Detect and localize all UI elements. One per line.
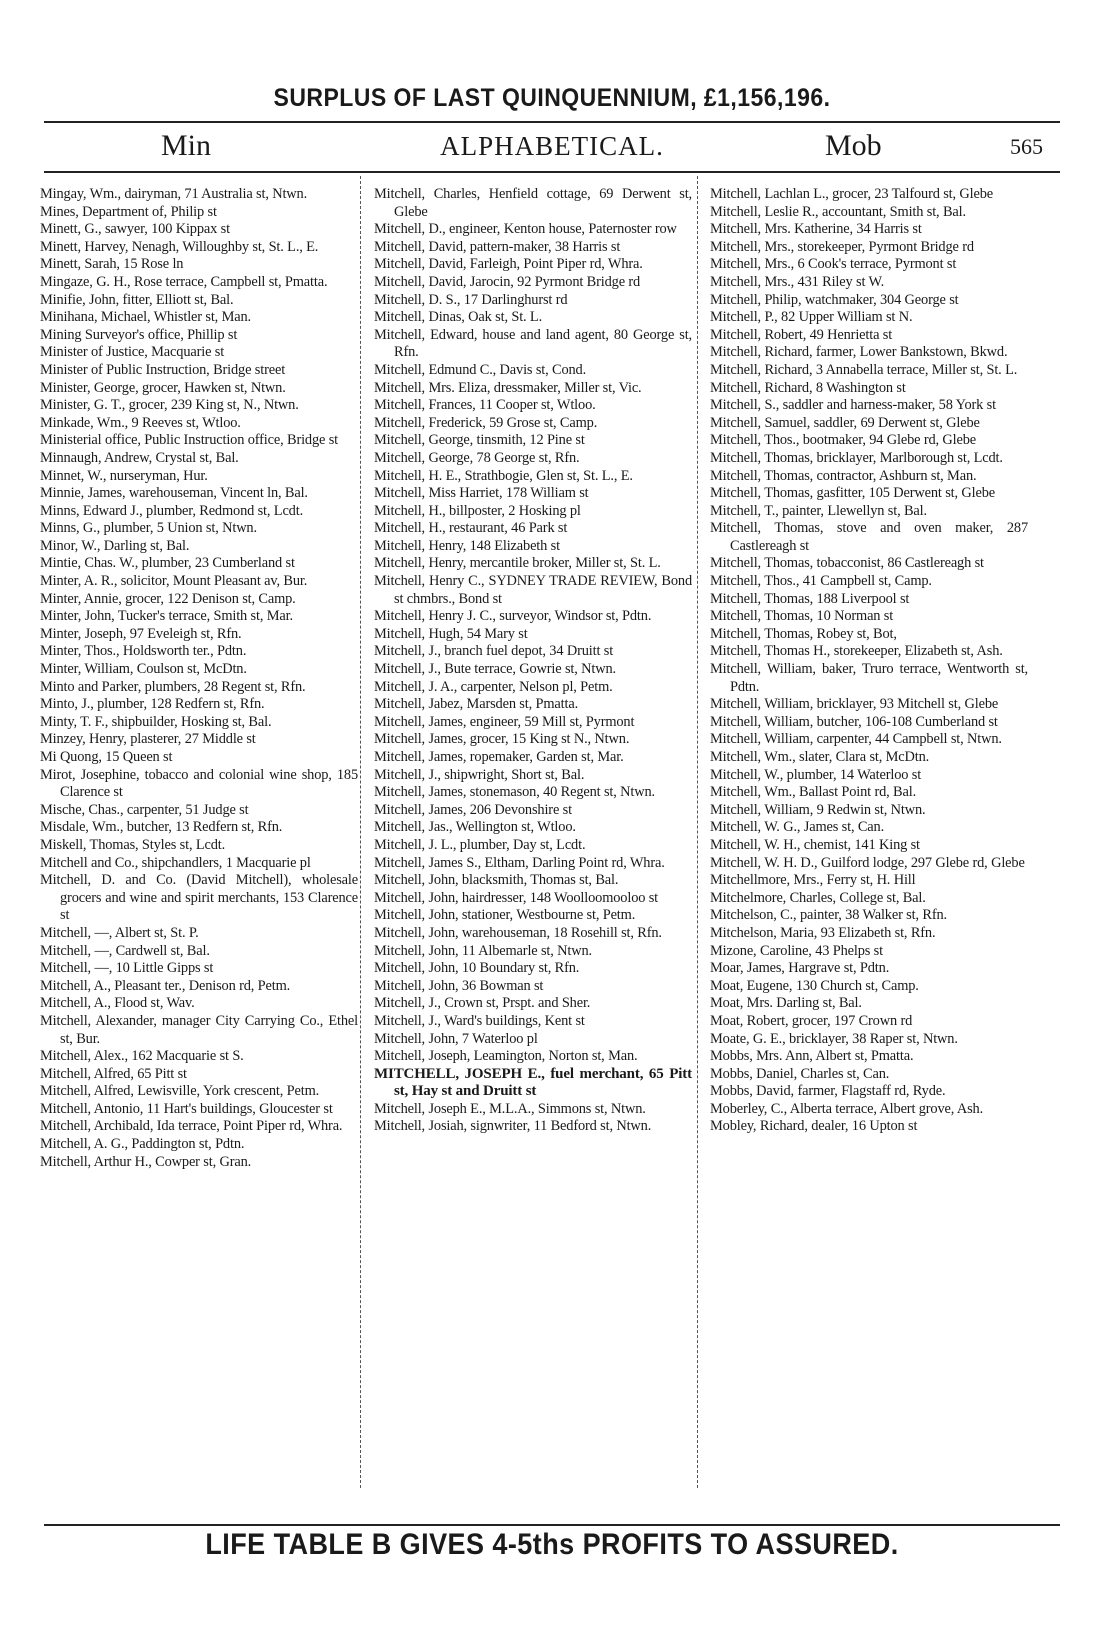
directory-entry: Mitchell, John, 36 Bowman st — [374, 977, 544, 994]
directory-entry: Mitchell, Philip, watchmaker, 304 George st — [710, 291, 959, 308]
directory-entry: Mitchell, J., Ward's buildings, Kent st — [374, 1012, 585, 1029]
directory-entry: Mitchell, D. and Co. (David Mitchell), wholesale grocers and wine and spirit merchants, 153 Clarence st — [40, 872, 358, 924]
directory-entry: Minnaugh, Andrew, Crystal st, Bal. — [40, 449, 239, 466]
directory-entry: Mitchell, Mrs. Katherine, 34 Harris st — [710, 221, 922, 238]
directory-entry: Ministerial office, Public Instruction office, Bridge st — [40, 432, 339, 449]
directory-entry: Mitchell, Frances, 11 Cooper st, Wtloo. — [374, 397, 596, 414]
directory-entry: Mitchell, James, engineer, 59 Mill st, Pyrmont — [374, 713, 635, 730]
directory-entry: Mitchell, Edmund C., Davis st, Cond. — [374, 361, 587, 378]
directory-entry: Mitchell, Frederick, 59 Grose st, Camp. — [374, 414, 598, 431]
directory-entry: Minto, J., plumber, 128 Redfern st, Rfn. — [40, 696, 265, 713]
directory-entry: Mitchell, David, Jarocin, 92 Pyrmont Bridge rd — [374, 273, 641, 290]
directory-entry: Mitchell, Alex., 162 Macquarie st S. — [40, 1048, 244, 1065]
directory-entry: Mitchell, George, tinsmith, 12 Pine st — [374, 432, 585, 449]
directory-entry: Mitchell, William, baker, Truro terrace, Wentworth st, Pdtn. — [710, 661, 1028, 695]
directory-entry: Mitchell, Mrs., 6 Cook's terrace, Pyrmont st — [710, 256, 957, 273]
directory-entry: Minor, W., Darling st, Bal. — [40, 537, 190, 554]
directory-entry: Mitchell, Arthur H., Cowper st, Gran. — [40, 1153, 252, 1170]
directory-entry: Mitchell, H., billposter, 2 Hosking pl — [374, 502, 581, 519]
directory-entry: Mitchell, Thomas, Robey st, Bot, — [710, 625, 897, 642]
directory-entry: Minnet, W., nurseryman, Hur. — [40, 467, 208, 484]
directory-entry: Moat, Robert, grocer, 197 Crown rd — [710, 1012, 913, 1029]
directory-entry: Minns, Edward J., plumber, Redmond st, Lcdt. — [40, 502, 304, 519]
directory-entry: Mitchell, Samuel, saddler, 69 Derwent st, Glebe — [710, 414, 980, 431]
directory-entry: Mitchell, Richard, 8 Washington st — [710, 379, 906, 396]
directory-entry: Mitchell, Thos., bootmaker, 94 Glebe rd, Glebe — [710, 432, 977, 449]
directory-entry: Mitchell, John, 7 Waterloo pl — [374, 1030, 538, 1047]
directory-entry: Mitchell, David, pattern-maker, 38 Harris st — [374, 238, 621, 255]
directory-entry: Mitchell, Thomas, 188 Liverpool st — [710, 590, 910, 607]
directory-entry: Mitchell, J. A., carpenter, Nelson pl, Petm. — [374, 678, 613, 695]
directory-entry: MITCHELL, JOSEPH E., fuel merchant, 65 Pitt st, Hay st and Druitt st — [374, 1065, 692, 1100]
bottom-advert-banner: LIFE TABLE B GIVES 4-5ths PROFITS TO ASSURED. — [205, 1528, 899, 1561]
directory-entry: Moate, G. E., bricklayer, 38 Raper st, Ntwn. — [710, 1030, 958, 1047]
header-bottom-rule — [44, 171, 1060, 173]
directory-column-1 — [40, 186, 358, 1171]
directory-entry: Mi Quong, 15 Queen st — [40, 749, 173, 765]
directory-entry: Mitchell, Antonio, 11 Hart's buildings, Gloucester st — [40, 1100, 333, 1117]
directory-entry: Mitchell, Henry C., SYDNEY TRADE REVIEW, Bond st chmbrs., Bond st — [374, 573, 692, 607]
directory-entry: Mitchell, James, stonemason, 40 Regent st, Ntwn. — [374, 784, 655, 801]
column-divider — [360, 176, 361, 1488]
section-title: ALPHABETICAL. — [440, 131, 664, 161]
directory-entry: Mitchelmore, Charles, College st, Bal. — [710, 889, 926, 906]
directory-entry: Mitchell, J., Crown st, Prspt. and Sher. — [374, 995, 591, 1012]
directory-entry: Mitchell, John, warehouseman, 18 Rosehill st, Rfn. — [374, 924, 662, 941]
directory-entry: Minter, John, Tucker's terrace, Smith st, Mar. — [40, 608, 293, 625]
directory-entry: Mitchell, Henry J. C., surveyor, Windsor st, Pdtn. — [374, 608, 652, 625]
directory-entry: Mitchell, William, bricklayer, 93 Mitchell st, Glebe — [710, 696, 999, 713]
directory-entry: Mines, Department of, Philip st — [40, 203, 217, 220]
directory-entry: Misdale, Wm., butcher, 13 Redfern st, Rfn. — [40, 819, 283, 836]
directory-entry: Mitchell, —, 10 Little Gipps st — [40, 960, 214, 977]
directory-entry: Mitchell, W., plumber, 14 Waterloo st — [710, 766, 922, 783]
directory-entry: Mitchell, J., Bute terrace, Gowrie st, Ntwn. — [374, 661, 616, 678]
directory-entry: Mitchell, Leslie R., accountant, Smith st, Bal. — [710, 203, 966, 220]
directory-entry: Mitchell, Alfred, 65 Pitt st — [40, 1065, 187, 1082]
directory-entry: Mitchell, Hugh, 54 Mary st — [374, 625, 528, 642]
directory-entry: Mingaze, G. H., Rose terrace, Campbell st, Pmatta. — [40, 273, 328, 290]
top-advert-banner: SURPLUS OF LAST QUINQUENNIUM, £1,156,196. — [273, 84, 831, 112]
directory-entry: Mitchell, David, Farleigh, Point Piper rd, Whra. — [374, 256, 643, 273]
directory-entry: Mitchell, W. G., James st, Can. — [710, 819, 885, 836]
directory-entry: Mobbs, David, farmer, Flagstaff rd, Ryde. — [710, 1083, 946, 1100]
directory-entry: Mobley, Richard, dealer, 16 Upton st — [710, 1118, 918, 1135]
directory-entry: Miskell, Thomas, Styles st, Lcdt. — [40, 836, 226, 853]
directory-entry: Minihana, Michael, Whistler st, Man. — [40, 309, 251, 326]
directory-entry: Mitchell, Charles, Henfield cottage, 69 Derwent st, Glebe — [374, 186, 692, 220]
directory-entry: Mitchell, W. H., chemist, 141 King st — [710, 836, 920, 853]
directory-entry: Mitchell, D. S., 17 Darlinghurst rd — [374, 291, 568, 308]
directory-entry: Mitchell, D., engineer, Kenton house, Paternoster row — [374, 221, 677, 238]
directory-entry: Mitchell, Thomas, tobacconist, 86 Castlereagh st — [710, 555, 984, 572]
directory-column-2 — [374, 186, 692, 1136]
directory-entry: Mitchell, Wm., slater, Clara st, McDtn. — [710, 749, 930, 765]
directory-entry: Moberley, C., Alberta terrace, Albert grove, Ash. — [710, 1100, 984, 1117]
directory-entry: Mitchell, Henry, mercantile broker, Miller st, St. L. — [374, 555, 661, 572]
directory-entry: Mitchell, John, blacksmith, Thomas st, Bal. — [374, 872, 619, 889]
directory-entry: Mitchell, Joseph, Leamington, Norton st, Man. — [374, 1048, 638, 1065]
footer-rule — [44, 1524, 1060, 1526]
directory-entry: Mitchell, Thomas H., storekeeper, Elizabeth st, Ash. — [710, 643, 1003, 660]
directory-entry: Mitchell, —, Cardwell st, Bal. — [40, 942, 210, 959]
directory-entry: Minzey, Henry, plasterer, 27 Middle st — [40, 731, 256, 748]
directory-entry: Mitchell, Thomas, contractor, Ashburn st, Man. — [710, 467, 977, 484]
directory-entry: Minter, Thos., Holdsworth ter., Pdtn. — [40, 643, 247, 660]
directory-entry: Minett, Sarah, 15 Rose ln — [40, 256, 184, 273]
directory-entry: Mitchell, Thomas, 10 Norman st — [710, 608, 894, 625]
header-top-rule — [44, 121, 1060, 123]
directory-entry: Mining Surveyor's office, Phillip st — [40, 326, 238, 343]
directory-entry: Minifie, John, fitter, Elliott st, Bal. — [40, 291, 234, 308]
directory-entry: Minns, G., plumber, 5 Union st, Ntwn. — [40, 520, 257, 537]
directory-entry: Mitchell, William, 9 Redwin st, Ntwn. — [710, 801, 926, 818]
directory-entry: Mitchell, Richard, 3 Annabella terrace, Miller st, St. L. — [710, 361, 1018, 378]
directory-entry: Mitchell, James S., Eltham, Darling Point rd, Whra. — [374, 854, 665, 871]
directory-entry: Mizone, Caroline, 43 Phelps st — [710, 942, 883, 959]
directory-entry: Mirot, Josephine, tobacco and colonial wine shop, 185 Clarence st — [40, 766, 358, 801]
directory-entry: Minkade, Wm., 9 Reeves st, Wtloo. — [40, 414, 241, 431]
directory-entry: Mitchell, Alexander, manager City Carrying Co., Ethel st, Bur. — [40, 1012, 358, 1047]
directory-entry: Minister of Justice, Macquarie st — [40, 344, 225, 361]
directory-entry: Moat, Mrs. Darling st, Bal. — [710, 995, 862, 1012]
directory-entry: Minter, Joseph, 97 Eveleigh st, Rfn. — [40, 625, 242, 642]
directory-entry: Mitchell, James, 206 Devonshire st — [374, 801, 572, 818]
directory-entry: Mitchell, Thomas, bricklayer, Marlborough st, Lcdt. — [710, 449, 1003, 466]
directory-entry: Mitchell, Mrs. Eliza, dressmaker, Miller st, Vic. — [374, 379, 642, 396]
directory-entry: Mitchell, Miss Harriet, 178 William st — [374, 485, 589, 502]
directory-entry: Moat, Eugene, 130 Church st, Camp. — [710, 977, 919, 994]
directory-entry: Mitchell, George, 78 George st, Rfn. — [374, 449, 580, 466]
directory-entry: Minister of Public Instruction, Bridge street — [40, 361, 286, 378]
directory-entry: Mitchell, A., Flood st, Wav. — [40, 995, 195, 1012]
directory-entry: Minter, Annie, grocer, 122 Denison st, Camp. — [40, 590, 296, 607]
directory-entry: Mitchell, Thomas, stove and oven maker, 287 Castlereagh st — [710, 520, 1028, 554]
directory-entry: Mitchelson, Maria, 93 Elizabeth st, Rfn. — [710, 924, 936, 941]
directory-entry: Mitchell, Mrs., 431 Riley st W. — [710, 273, 885, 290]
directory-entry: Moar, James, Hargrave st, Pdtn. — [710, 960, 890, 977]
directory-entry: Minister, G. T., grocer, 239 King st, N., Ntwn. — [40, 397, 299, 414]
directory-entry: Mische, Chas., carpenter, 51 Judge st — [40, 801, 249, 818]
directory-entry: Mitchell, J., shipwright, Short st, Bal. — [374, 766, 585, 783]
directory-entry: Mitchell, John, hairdresser, 148 Woolloomooloo st — [374, 889, 659, 906]
directory-column-3 — [710, 186, 1028, 1136]
directory-entry: Mitchell, William, butcher, 106-108 Cumberland st — [710, 713, 998, 730]
directory-entry: Mitchell, John, 10 Boundary st, Rfn. — [374, 960, 580, 977]
directory-entry: Minett, Harvey, Nenagh, Willoughby st, St. L., E. — [40, 238, 319, 255]
directory-entry: Mitchell, Alfred, Lewisville, York crescent, Petm. — [40, 1083, 320, 1100]
directory-entry: Mitchell, Richard, farmer, Lower Bankstown, Bkwd. — [710, 344, 1008, 361]
directory-entry: Minter, A. R., solicitor, Mount Pleasant av, Bur. — [40, 573, 308, 590]
directory-entry: Mitchell, Wm., Ballast Point rd, Bal. — [710, 784, 917, 801]
directory-entry: Mitchell, Lachlan L., grocer, 23 Talfourd st, Glebe — [710, 186, 994, 202]
directory-entry: Mitchell, Archibald, Ida terrace, Point Piper rd, Whra. — [40, 1118, 343, 1135]
directory-entry: Mitchell, A., Pleasant ter., Denison rd, Petm. — [40, 977, 291, 994]
directory-entry: Mitchell, James, grocer, 15 King st N., Ntwn. — [374, 731, 630, 748]
directory-entry: Mitchell, John, 11 Albemarle st, Ntwn. — [374, 942, 592, 959]
directory-entry: Minister, George, grocer, Hawken st, Ntwn. — [40, 379, 286, 396]
directory-entry: Mitchell, Mrs., storekeeper, Pyrmont Bridge rd — [710, 238, 974, 255]
directory-entry: Minto and Parker, plumbers, 28 Regent st, Rfn. — [40, 678, 306, 695]
directory-entry: Mitchell, S., saddler and harness-maker, 58 York st — [710, 397, 996, 414]
directory-entry: Mintie, Chas. W., plumber, 23 Cumberland st — [40, 555, 295, 572]
directory-entry: Minnie, James, warehouseman, Vincent ln, Bal. — [40, 485, 308, 502]
directory-entry: Mitchell, James, ropemaker, Garden st, Mar. — [374, 749, 624, 765]
directory-entry: Mingay, Wm., dairyman, 71 Australia st, Ntwn. — [40, 186, 308, 202]
left-guide-word: Min — [161, 129, 212, 162]
directory-entry: Mitchelson, C., painter, 38 Walker st, Rfn. — [710, 907, 947, 924]
directory-entry: Mitchell, Robert, 49 Henrietta st — [710, 326, 893, 343]
directory-entry: Mitchell, J., branch fuel depot, 34 Druitt st — [374, 643, 614, 660]
directory-entry: Mitchell, P., 82 Upper William st N. — [710, 309, 913, 326]
directory-entry: Mitchell, Jas., Wellington st, Wtloo. — [374, 819, 576, 836]
directory-entry: Mitchellmore, Mrs., Ferry st, H. Hill — [710, 872, 916, 889]
directory-entry: Mitchell, Thos., 41 Campbell st, Camp. — [710, 573, 932, 590]
directory-entry: Mitchell, Henry, 148 Elizabeth st — [374, 537, 560, 554]
directory-entry: Mitchell, Joseph E., M.L.A., Simmons st, Ntwn. — [374, 1100, 646, 1117]
directory-entry: Mitchell and Co., shipchandlers, 1 Macquarie pl — [40, 854, 311, 871]
right-guide-word: Mob — [825, 129, 882, 162]
directory-entry: Mitchell, H. E., Strathbogie, Glen st, St. L., E. — [374, 467, 633, 484]
directory-entry: Mitchell, Thomas, gasfitter, 105 Derwent st, Glebe — [710, 485, 995, 502]
directory-entry: Minett, G., sawyer, 100 Kippax st — [40, 221, 230, 238]
directory-entry: Mitchell, W. H. D., Guilford lodge, 297 Glebe rd, Glebe — [710, 854, 1025, 871]
directory-entry: Mitchell, —, Albert st, St. P. — [40, 924, 199, 941]
directory-entry: Mitchell, John, stationer, Westbourne st, Petm. — [374, 907, 636, 924]
directory-entry: Mitchell, Josiah, signwriter, 11 Bedford st, Ntwn. — [374, 1118, 652, 1135]
directory-entry: Mitchell, J. L., plumber, Day st, Lcdt. — [374, 836, 586, 853]
directory-entry: Minter, William, Coulson st, McDtn. — [40, 661, 247, 678]
directory-entry: Mitchell, Dinas, Oak st, St. L. — [374, 309, 543, 326]
column-divider — [697, 176, 698, 1488]
directory-entry: Mitchell, A. G., Paddington st, Pdtn. — [40, 1136, 245, 1153]
directory-entry: Mobbs, Mrs. Ann, Albert st, Pmatta. — [710, 1048, 914, 1065]
directory-entry: Minty, T. F., shipbuilder, Hosking st, Bal. — [40, 713, 272, 730]
directory-entry: Mobbs, Daniel, Charles st, Can. — [710, 1065, 890, 1082]
directory-entry: Mitchell, William, carpenter, 44 Campbell st, Ntwn. — [710, 731, 1002, 748]
directory-entry: Mitchell, H., restaurant, 46 Park st — [374, 520, 568, 537]
directory-entry: Mitchell, Jabez, Marsden st, Pmatta. — [374, 696, 579, 713]
directory-entry: Mitchell, T., painter, Llewellyn st, Bal. — [710, 502, 927, 519]
page-number: 565 — [1010, 134, 1043, 159]
directory-entry: Mitchell, Edward, house and land agent, 80 George st, Rfn. — [374, 326, 692, 361]
